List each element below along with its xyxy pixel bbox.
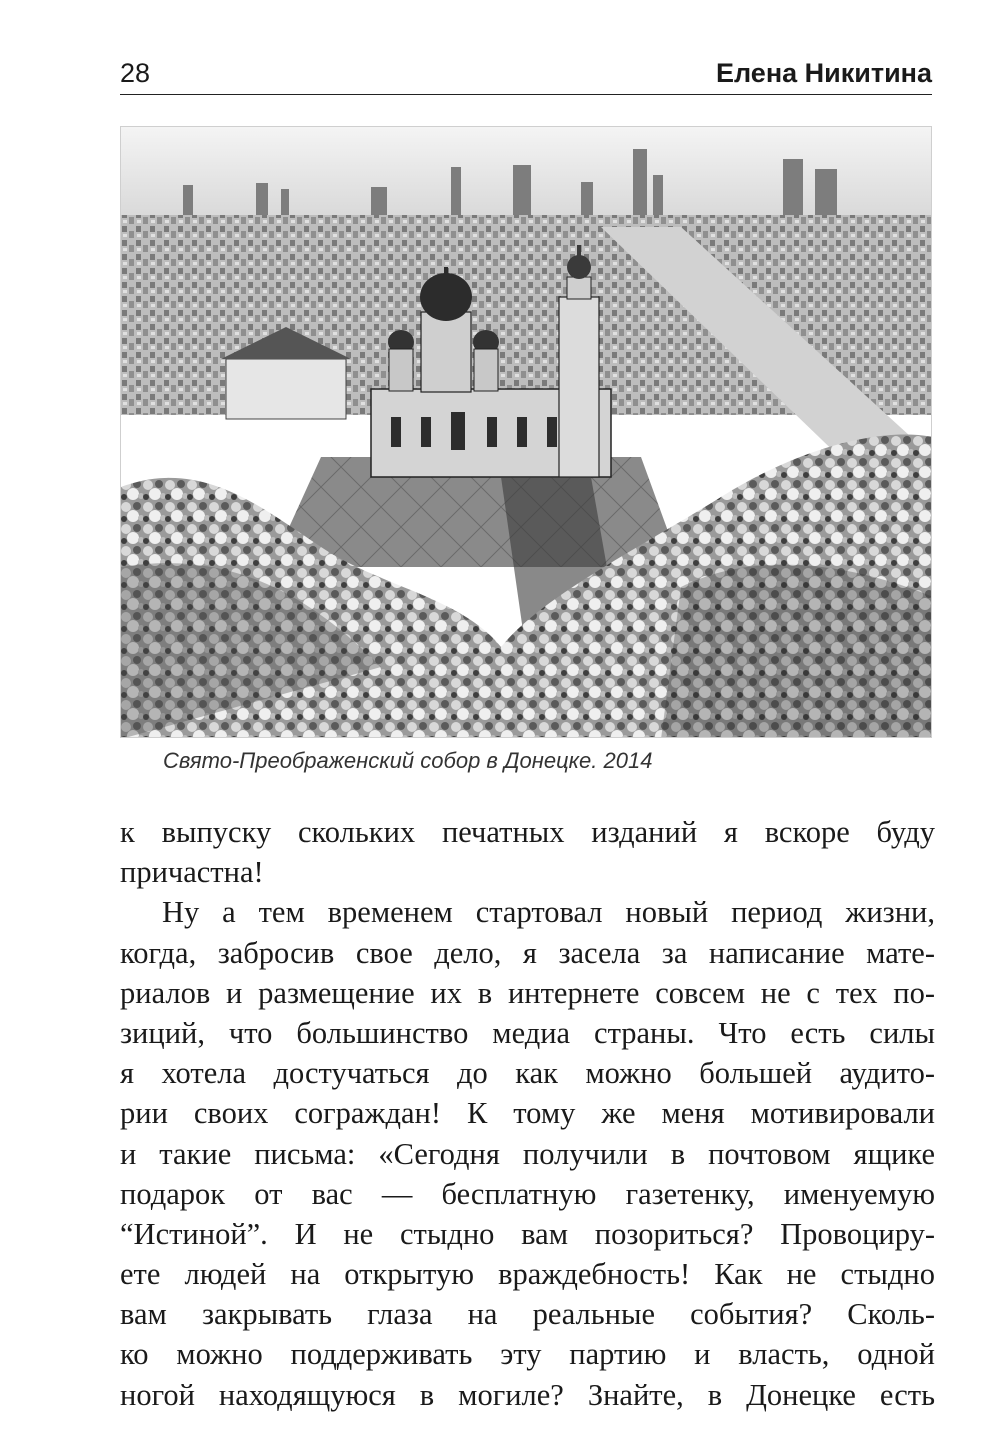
body-line: вам закрывать глаза на реальные события? Сколь- [120,1297,935,1332]
page-header [120,56,932,95]
body-line: к выпуску скольких печатных изданий я вскоре буду [120,815,935,849]
body-line: риалов и размещение их в интернете совсем не с тех по- [120,975,935,1010]
cathedral-photo-illustration [121,127,932,738]
body-line: рии своих сограждан! К тому же меня мотивировали [120,1096,935,1131]
running-head-author: Елена Никитина [716,58,932,88]
body-line: причастна! [120,855,264,890]
page-number: 28 [120,58,151,88]
figure-caption: Свято-Преображенский собор в Донецке. 2014 [163,748,653,773]
cathedral-photo [120,126,932,738]
body-line: когда, забросив свое дело, я засела за написание мате- [120,935,935,970]
body-line: ногой находящуюся в могиле? Знайте, в Донецке есть [120,1377,935,1412]
body-line: “Истиной”. И не стыдно вам позориться? Провоциру- [120,1216,935,1251]
body-line: зиций, что большинство медиа страны. Что есть силы [120,1015,935,1050]
body-text [120,812,935,1415]
body-line: и такие письма: «Сегодня получили в почтовом ящике [120,1136,935,1171]
body-line: Ну а тем временем стартовал новый период жизни, [162,895,935,930]
body-line: подарок от вас — бесплатную газетенку, именуемую [120,1176,935,1211]
body-line: ко можно поддерживать эту партию и власть, одной [120,1337,935,1372]
body-line: я хотела достучаться до как можно большей аудито- [120,1056,935,1091]
body-line: ете людей на открытую враждебность! Как не стыдно [120,1257,935,1292]
